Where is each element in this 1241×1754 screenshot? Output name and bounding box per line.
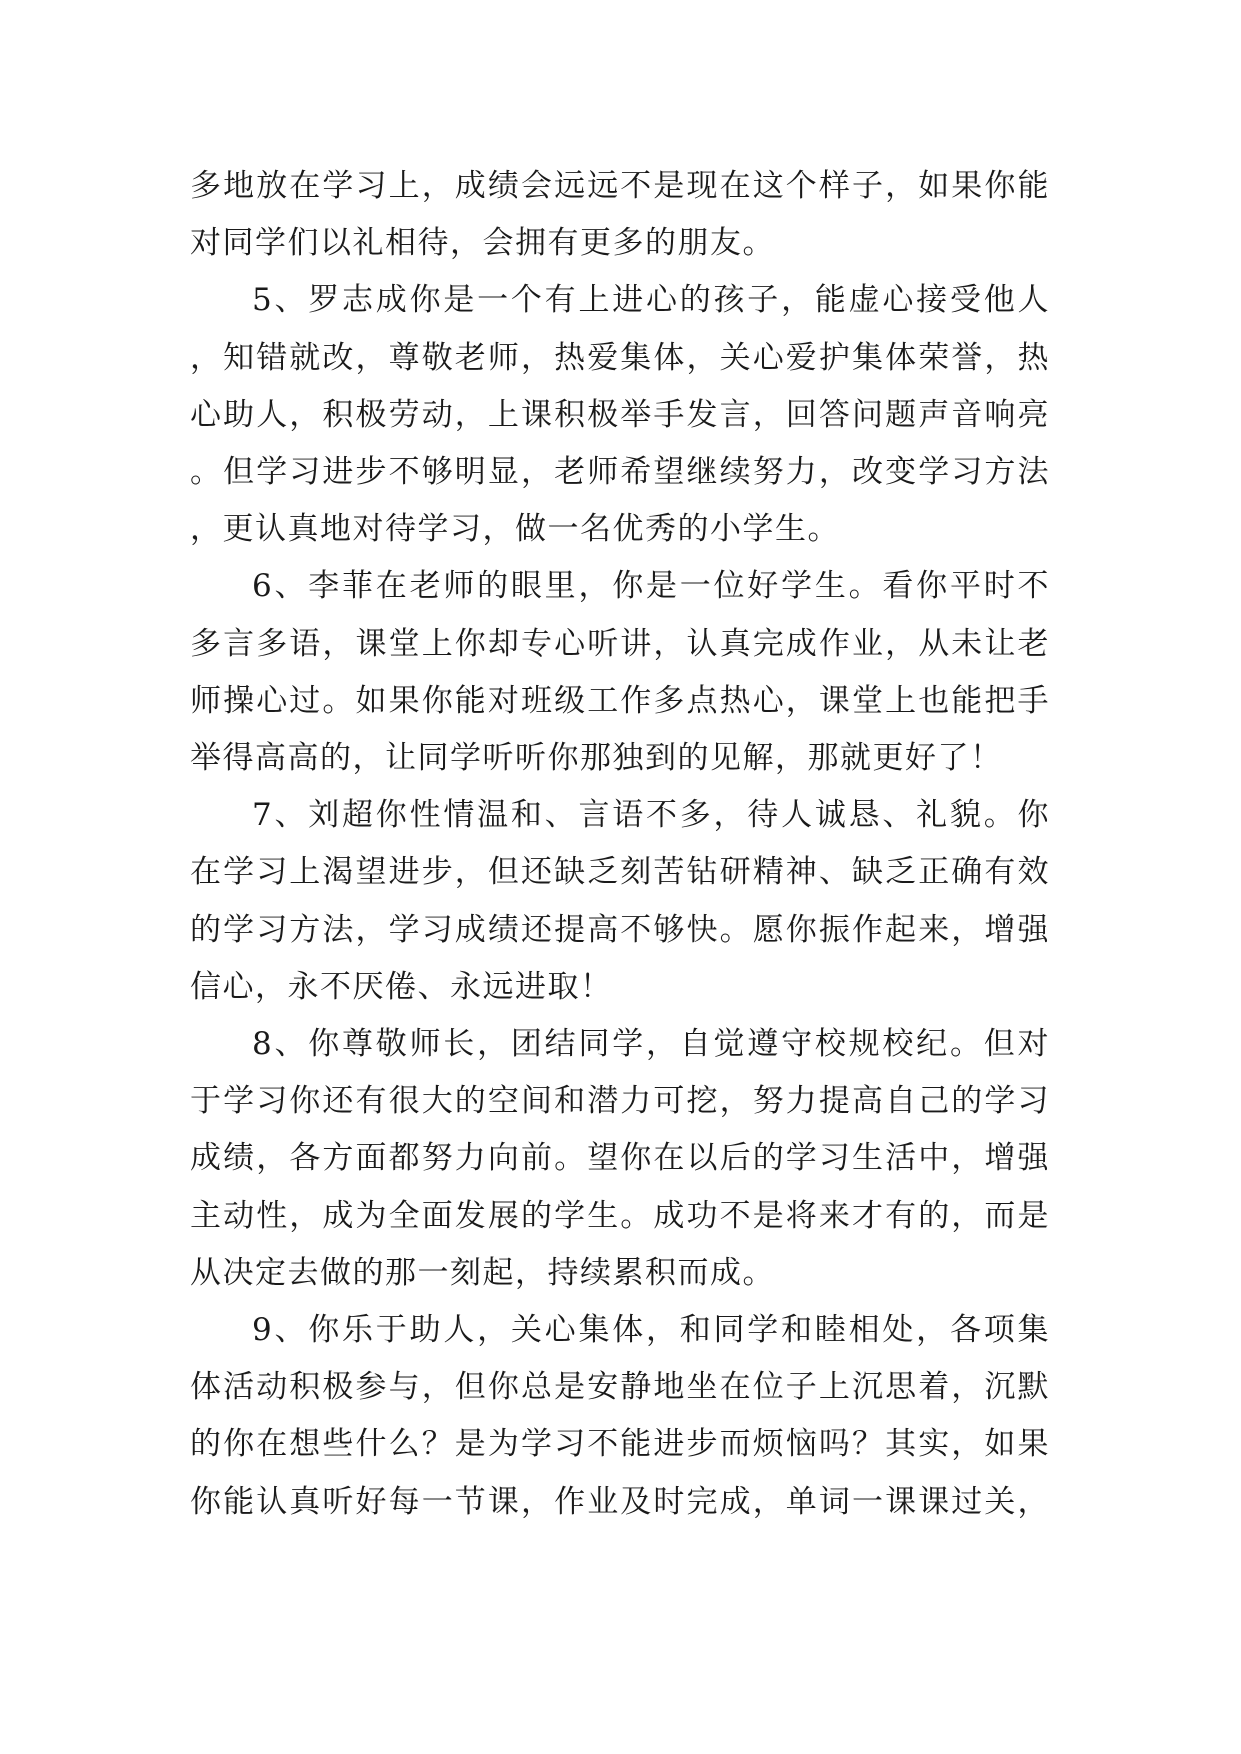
paragraph-4-continued: 多地放在学习上，成绩会远远不是现在这个样子，如果你能对同学们以礼相待，会拥有更多的朋友。 (190, 168, 1050, 262)
paragraph-7: 7、刘超你性情温和、言语不多，待人诚恳、礼貌。你在学习上渴望进步，但还缺乏刻苦钻研精神、缺乏正确有效的学习方法，学习成绩还提高不够快。愿你振作起来，增强信心，永不厌倦、永远进取！ (190, 797, 1050, 1005)
paragraph-9: 9、你乐于助人，关心集体，和同学和睦相处，各项集体活动积极参与，但你总是安静地坐在位子上沉思着，沉默的你在想些什么？是为学习不能进步而烦恼吗？其实，如果你能认真听好每一节课，作业及时完成，单词一课课过关， (190, 1312, 1050, 1520)
paragraph-8: 8、你尊敬师长，团结同学，自觉遵守校规校纪。但对于学习你还有很大的空间和潜力可挖，努力提高自己的学习成绩，各方面都努力向前。望你在以后的学习生活中，增强主动性，成为全面发展的学生。成功不是将来才有的，而是从决定去做的那一刻起，持续累积而成。 (190, 1026, 1050, 1291)
document-body (190, 158, 1050, 1531)
paragraph-5: 5、罗志成你是一个有上进心的孩子，能虚心接受他人，知错就改，尊敬老师，热爱集体，关心爱护集体荣誉，热心助人，积极劳动，上课积极举手发言，回答问题声音响亮。但学习进步不够明显，老师希望继续努力，改变学习方法，更认真地对待学习，做一名优秀的小学生。 (190, 282, 1050, 548)
paragraph-6: 6、李菲在老师的眼里，你是一位好学生。看你平时不多言多语，课堂上你却专心听讲，认真完成作业，从未让老师操心过。如果你能对班级工作多点热心，课堂上也能把手举得高高的，让同学听听你那独到的见解，那就更好了！ (190, 568, 1050, 777)
